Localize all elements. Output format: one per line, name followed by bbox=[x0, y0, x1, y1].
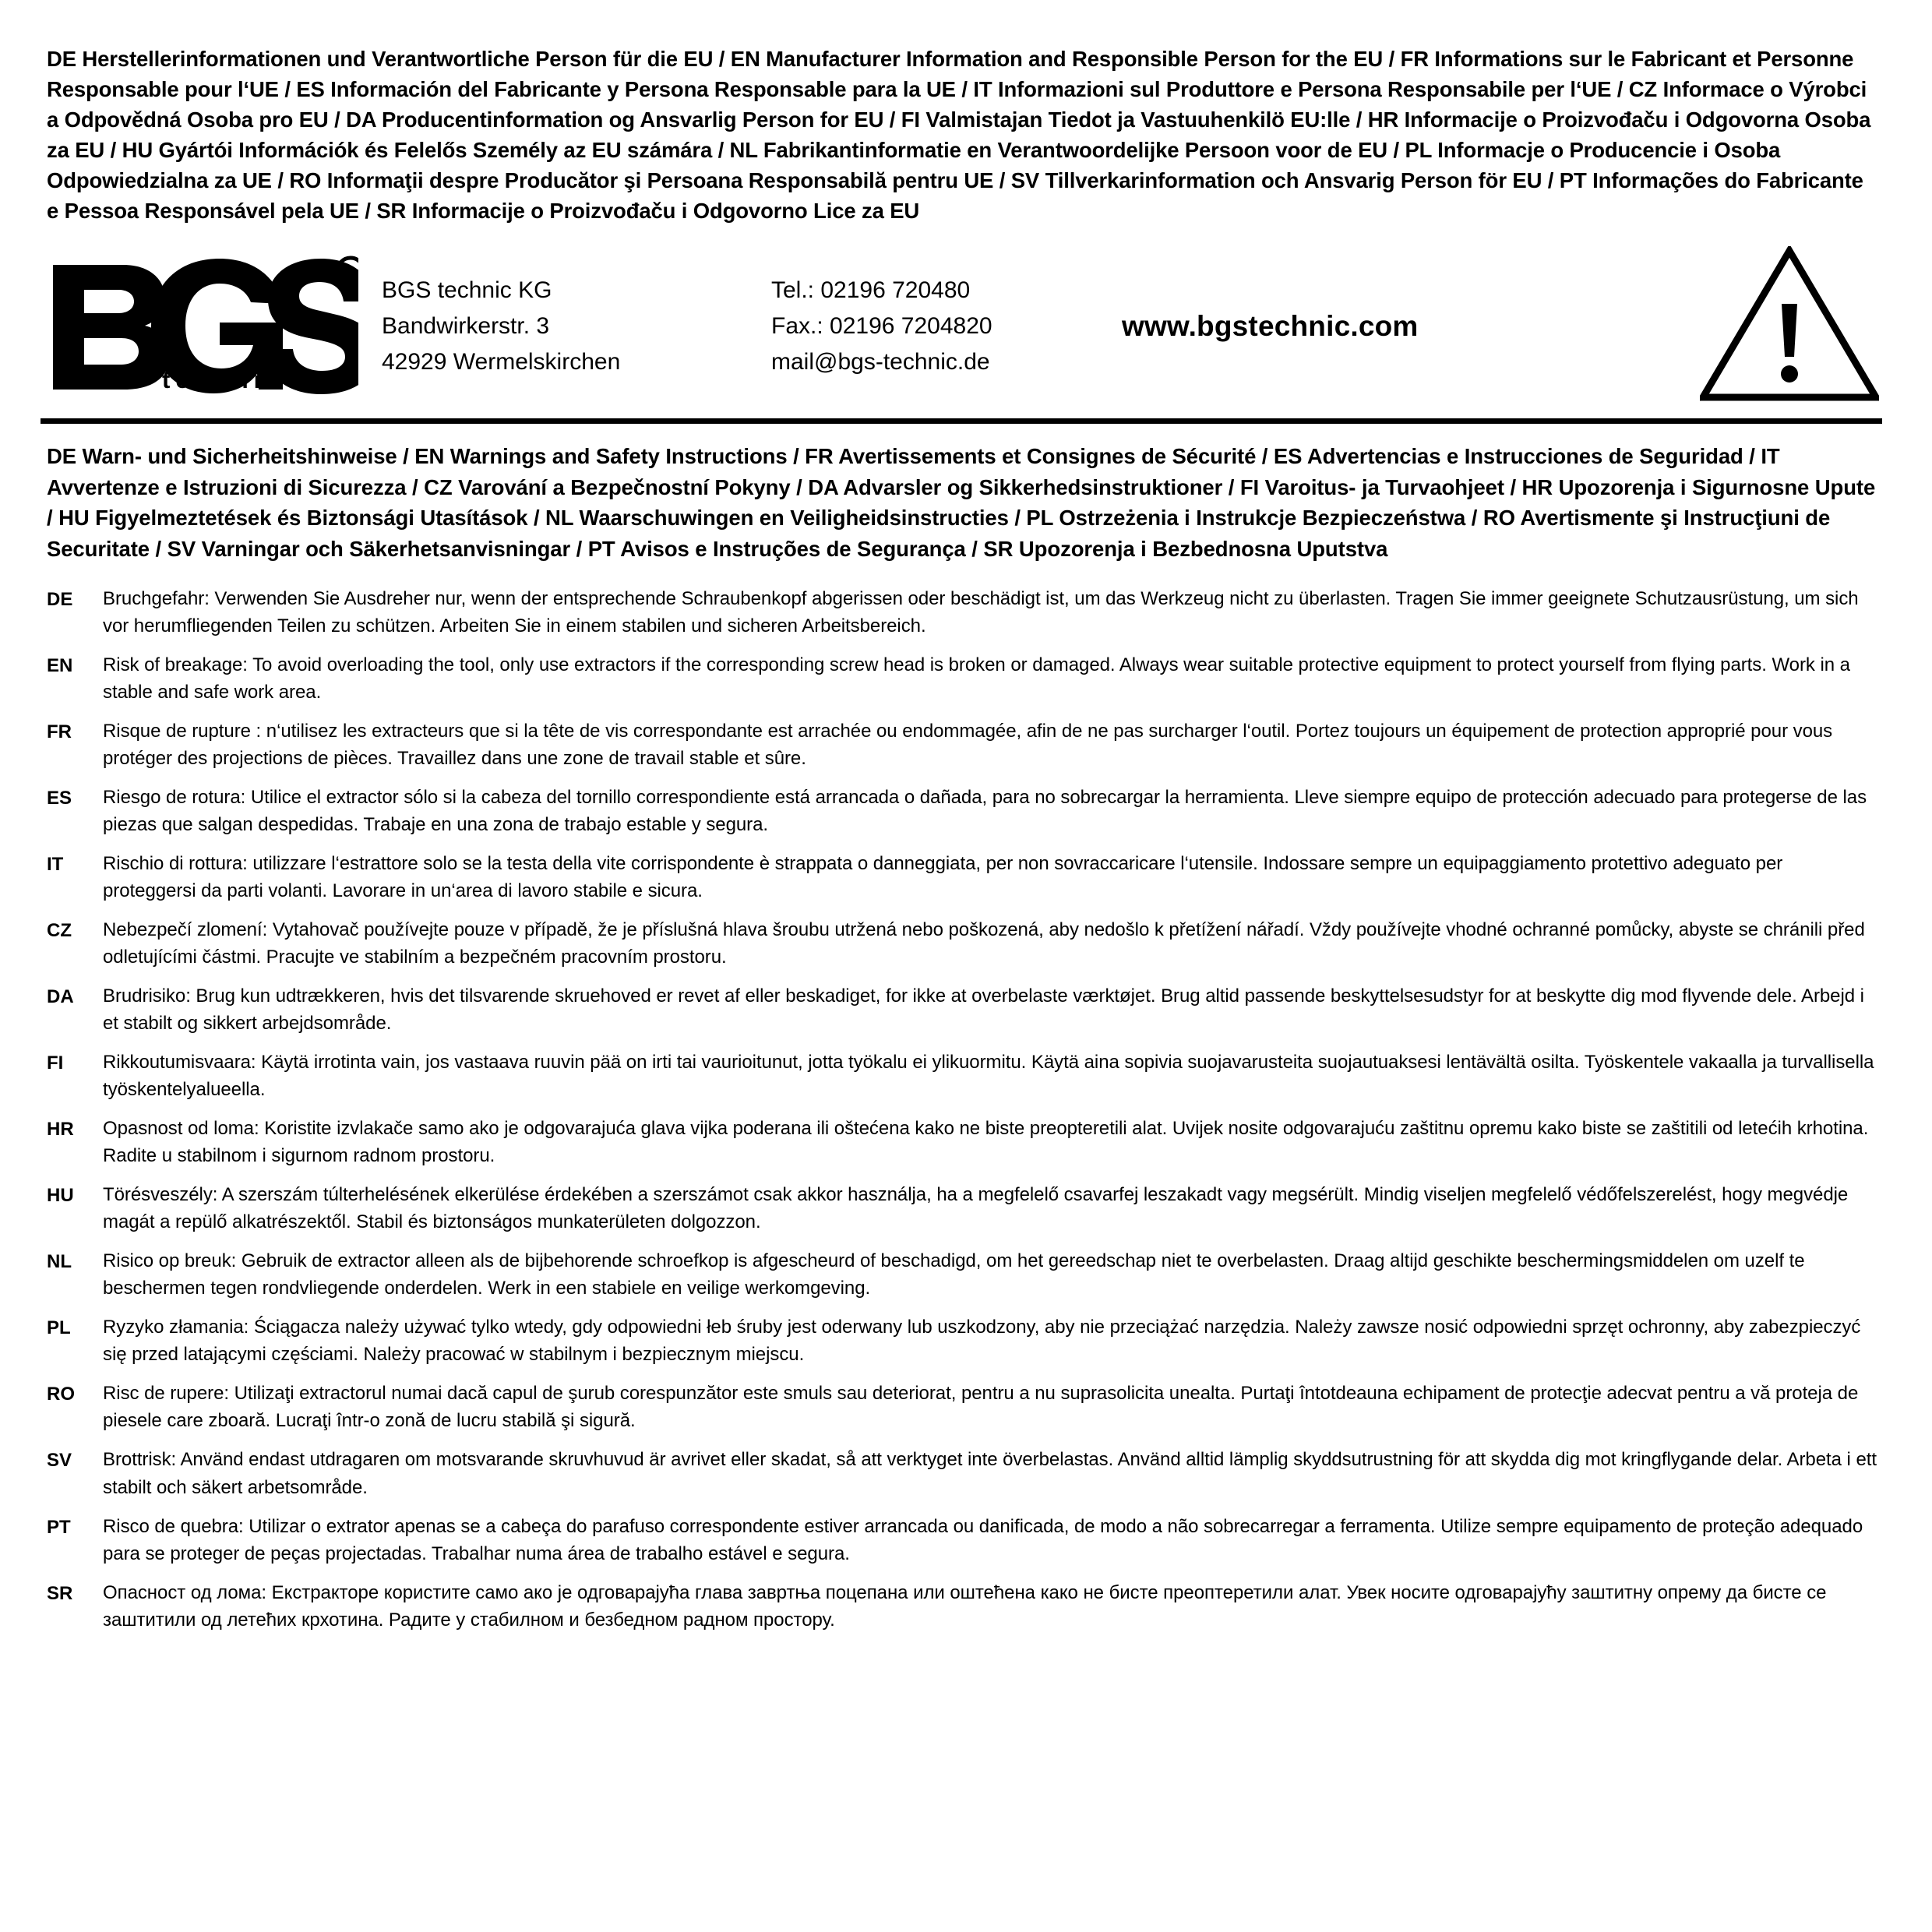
warning-text: Rikkoutumisvaara: Käytä irrotinta vain, jos vastaava ruuvin pää on irti tai vaurioitunut, jotta työkalu ei ylikuormitu. Käytä aina sopivia suojavarusteita suojautuaksesi lentävältä osilta. Työskentele vakaalla ja turvallisella työskentelyalueella. bbox=[103, 1052, 1874, 1101]
language-code: NL bbox=[47, 1251, 72, 1273]
language-code: EN bbox=[47, 654, 73, 676]
warning-row-nl bbox=[47, 1247, 1877, 1302]
warning-row-ro bbox=[47, 1380, 1877, 1434]
warning-row-fr bbox=[47, 717, 1877, 772]
language-code: IT bbox=[47, 853, 64, 875]
language-code: ES bbox=[47, 787, 72, 809]
company-name: BGS technic KG bbox=[382, 277, 552, 304]
language-code: CZ bbox=[47, 919, 72, 941]
warning-row-pt bbox=[47, 1513, 1877, 1567]
warning-text: Törésveszély: A szerszám túlterhelésének elkerülése érdekében a szerszámot csak akkor használja, ha a megfelelő csavarfej leszakadt vagy megsérült. Mindig viseljen megfelelő védőfelszerelést, hogy megvédje magát a repülő alkatrészektől. Stabil és biztonságos munkaterületen dolgozzon. bbox=[103, 1184, 1849, 1233]
safety-instructions-heading: DE Warn- und Sicherheitshinweise / EN Warnings and Safety Instructions / FR Avertissements et Consignes de Sécurité / ES Advertencias e Instrucciones de Seguridad / IT Avvertenze e Istruzioni di Sicurezza / CZ Varování a Bezpečnostní Pokyny / DA Advarsler og Sikkerhedsinstruktioner / FI Varoitus- ja Turvaohjeet / HR Upozorenja i Sigurnosne Upute / HU Figyelmeztetések és Biztonsági Utasítások / NL Waarschuwingen en Veiligheidsinstructies / PL Ostrzeżenia i Instrukcje Bezpieczeństwa / RO Avertismente şi Instrucţiuni de Securitate / SV Varningar och Säkerhetsanvisningar / PT Avisos e Instruções de Segurança / SR Upozorenja i Bezbednosna Uputstva bbox=[47, 444, 1876, 562]
warning-row-sr bbox=[47, 1579, 1877, 1634]
manufacturer-info-heading: DE Herstellerinformationen und Verantwortliche Person für die EU / EN Manufacturer Information and Responsible Person for the EU / FR Informations sur le Fabricant et Personne Responsable pour l‘UE / ES Información del Fabricante y Persona Responsable para la UE / IT Informazioni sul Produttore e Persona Responsabile per l‘UE / CZ Informace o Výrobci a Odpovědná Osoba pro EU / DA Producentinformation og Ansvarlig Person for EU / FI Valmistajan Tiedot ja Vastuuhenkilö EU:lle / HR Informacije o Proizvođaču i Odgovorna Osoba za EU / HU Gyártói Információk és Felelős Személy az EU számára / NL Fabrikantinformatie en Verantwoordelijke Persoon voor de EU / PL Informacje o Producencie i Osoba Odpowiedzialna za UE / RO Informaţii despre Producător şi Persoana Responsabilă pentru UE / SV Tillverkarinformation och Ansvarig Person för EU / PT Informações do Fabricante e Pessoa Responsável pela UE / SR Informacije o Proizvođaču i Odgovorno Lice za EU bbox=[47, 47, 1871, 224]
company-contact bbox=[771, 268, 1106, 379]
warning-text: Rischio di rottura: utilizzare l‘estrattore solo se la testa della vite corrispondente è strappata o danneggiata, per non sovraccaricare l‘utensile. Indossare sempre un equipaggiamento protettivo adeguato per proteggersi da parti volanti. Lavorare in un‘area di lavoro stabile e sicura. bbox=[103, 852, 1783, 901]
warning-text: Risk of breakage: To avoid overloading the tool, only use extractors if the corresponding screw head is broken or damaged. Always wear suitable protective equipment to protect yourself from flying parts. Work in a stable and safe work area. bbox=[103, 654, 1850, 703]
warning-row-de bbox=[47, 585, 1877, 640]
language-code: DE bbox=[47, 588, 73, 610]
warning-text: Risco de quebra: Utilizar o extrator apenas se a cabeça do parafuso correspondente estiver arrancada ou danificada, de modo a não sobrecarregar a ferramenta. Utilize sempre equipamento de proteção adequado para se proteger de peças projectadas. Trabalhar numa área de trabalho estável e segura. bbox=[103, 1515, 1863, 1564]
company-street: Bandwirkerstr. 3 bbox=[382, 312, 550, 339]
warning-row-hu bbox=[47, 1181, 1877, 1236]
warning-row-sv bbox=[47, 1446, 1877, 1500]
bgs-logo bbox=[41, 254, 382, 394]
warning-text: Nebezpečí zlomení: Vytahovač používejte pouze v případě, že je příslušná hlava šroubu utržená nebo poškozená, aby nedošlo k přetížení nářadí. Vždy používejte vhodné ochranné pomůcky, abyste se chránili před odletujícími částmi. Pracujte ve stabilním a bezpečném pracovním prostoru. bbox=[103, 918, 1865, 968]
warnings-list bbox=[41, 585, 1882, 1634]
warning-text: Опасност од лома: Екстракторе користите само ако је одговарајућа глава завртња поцепана или оштећена како не бисте преоптеретили алат. Увек носите одговарајућу заштитну опрему да бисте се заштитили од летећих крхотина. Радите у стабилном и безбедном радном простору. bbox=[103, 1581, 1827, 1631]
warning-text: Opasnost od loma: Koristite izvlakače samo ako je odgovarajuća glava vijka poderana ili oštećena kako ne biste preopteretili alat. Uvijek nosite odgovarajuću zaštitnu opremu kako biste se zaštitili od letećih krhotina. Radite u stabilnom i sigurnom radnom prostoru. bbox=[103, 1118, 1869, 1167]
warning-row-en bbox=[47, 651, 1877, 706]
warning-row-pl bbox=[47, 1313, 1877, 1368]
language-code: PT bbox=[47, 1516, 71, 1538]
manufacturer-band bbox=[41, 240, 1882, 424]
company-address bbox=[382, 268, 771, 379]
company-city: 42929 Wermelskirchen bbox=[382, 348, 621, 375]
language-code: FI bbox=[47, 1052, 64, 1074]
warning-triangle bbox=[1684, 246, 1882, 402]
company-email: mail@bgs-technic.de bbox=[771, 348, 990, 375]
warning-row-fi bbox=[47, 1049, 1877, 1103]
language-code: DA bbox=[47, 986, 74, 1008]
warning-row-cz bbox=[47, 916, 1877, 971]
language-code: SV bbox=[47, 1450, 72, 1472]
warning-text: Brottrisk: Använd endast utdragaren om motsvarande skruvhuvud är avrivet eller skadat, så att verktyget inte överbelastas. Använd alltid lämplig skyddsutrustning för att skydda dig mot kringflygande delar. Arbeta i ett stabilt och säkert arbetsområde. bbox=[103, 1449, 1877, 1498]
warning-text: Bruchgefahr: Verwenden Sie Ausdreher nur, wenn der entsprechende Schraubenkopf abgerissen oder beschädigt ist, um das Werkzeug nicht zu überlasten. Tragen Sie immer geeignete Schutzausrüstung, um sich vor herumfliegenden Teilen zu schützen. Arbeiten Sie in einem stabilen und sicheren Arbeitsbereich. bbox=[103, 587, 1859, 636]
warning-text: Risc de rupere: Utilizaţi extractorul numai dacă capul de şurub corespunzător este smuls sau deteriorat, pentru a nu suprasolicita unealta. Purtaţi întotdeauna echipament de protecţie adecvat pentru a vă proteja de piesele care zboară. Lucraţi într-o zonă de lucru stabilă şi sigură. bbox=[103, 1383, 1859, 1432]
language-code: PL bbox=[47, 1317, 71, 1339]
company-tel: Tel.: 02196 720480 bbox=[771, 277, 971, 304]
warning-text: Brudrisiko: Brug kun udtrækkeren, hvis det tilsvarende skruehoved er revet af eller beskadiget, for ikke at overbelaste værktøjet. Brug altid passende beskyttelsesudstyr for at beskytte dig mod flyvende dele. Arbejd i et stabilt og sikkert arbejdsområde. bbox=[103, 985, 1864, 1035]
svg-text:R: R bbox=[344, 261, 357, 281]
warning-row-it bbox=[47, 850, 1877, 904]
language-code: HU bbox=[47, 1185, 74, 1207]
warning-text: Risico op breuk: Gebruik de extractor alleen als de bijbehorende schroefkop is afgescheurd of beschadigd, om het gereedschap niet te overbelasten. Draag altijd geschikte beschermingsmiddelen om uzelf te beschermen tegen rondvliegende onderdelen. Werk in een stabiele en veilige werkomgeving. bbox=[103, 1250, 1805, 1299]
company-website: www.bgstechnic.com bbox=[1122, 309, 1419, 342]
warning-row-hr bbox=[47, 1115, 1877, 1169]
bgs-logo-icon bbox=[47, 254, 358, 394]
warning-text: Riesgo de rotura: Utilice el extractor sólo si la cabeza del tornillo correspondiente está arrancada o dañada, para no sobrecargar la herramienta. Lleve siempre equipo de protección adecuado para protegerse de las piezas que salgan despedidas. Trabaje en una zona de trabajo estable y segura. bbox=[103, 786, 1867, 835]
company-fax: Fax.: 02196 7204820 bbox=[771, 312, 992, 339]
warning-text: Risque de rupture : n‘utilisez les extracteurs que si la tête de vis correspondante est arrachée ou endommagée, afin de ne pas surcharger l‘outil. Portez toujours un équipement de protection approprié pour vous protéger des projections de pièces. Travaillez dans une zone de travail stable et sûre. bbox=[103, 720, 1833, 769]
language-code: RO bbox=[47, 1384, 75, 1405]
warning-triangle-icon bbox=[1700, 246, 1879, 402]
language-code: HR bbox=[47, 1119, 74, 1141]
warning-text: Ryzyko złamania: Ściągacza należy używać tylko wtedy, gdy odpowiedni łeb śruby jest oderwany lub uszkodzony, aby nie przeciążać narzędzia. Należy zawsze nosić odpowiedni sprzęt ochronny, aby zabezpieczyć się przed latającymi częściami. Należy pracować w stabilnym i bezpiecznym miejscu. bbox=[103, 1317, 1861, 1366]
language-code: FR bbox=[47, 721, 72, 742]
svg-text:technic: technic bbox=[162, 365, 285, 393]
warning-row-es bbox=[47, 784, 1877, 838]
warning-row-da bbox=[47, 982, 1877, 1037]
language-code: SR bbox=[47, 1582, 73, 1604]
